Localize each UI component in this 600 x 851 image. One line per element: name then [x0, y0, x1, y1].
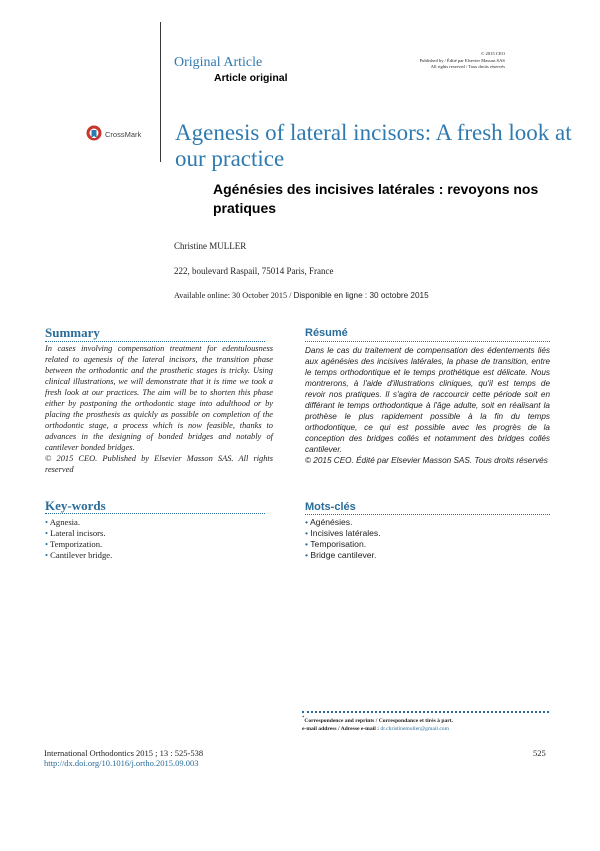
journal-citation: International Orthodontics 2015 ; 13 : 525-538 [44, 748, 204, 758]
email-link[interactable]: dr.christinemuller@gmail.com [380, 726, 449, 732]
author-name: Christine MULLER [174, 241, 247, 251]
copyright-line: All rights reserved / Tous droits réservés [430, 64, 505, 70]
crossmark-label: CrossMark [105, 129, 142, 139]
available-online [174, 291, 429, 300]
summary-rule [45, 341, 265, 342]
motcle-item: • Temporisation. [305, 539, 367, 549]
crossmark-badge[interactable] [86, 125, 141, 143]
summary-body [45, 343, 273, 475]
available-en: Available online: 30 October 2015 / [174, 291, 294, 300]
motcle-item: • Incisives latérales. [305, 528, 381, 538]
motcle-item: • Bridge cantilever. [305, 550, 377, 560]
copyright-line: © 2015 CEO [480, 51, 505, 56]
correspondence-note: *Correspondence and reprints / Correspondance et tirés à part. [302, 716, 454, 724]
copyright-line: Published by / Édité par Elsevier Masson SAS [419, 57, 505, 63]
keyword-item: • Temporization. [45, 539, 103, 549]
motcle-item: • Agénésies. [305, 517, 353, 527]
summary-copyright: © 2015 CEO. Published by Elsevier Masson SAS. All rights reserved [45, 454, 273, 474]
crossmark-icon [86, 125, 102, 143]
resume-copyright: © 2015 CEO. Édité par Elsevier Masson SAS. Tous droits réservés [305, 456, 548, 465]
header-vertical-rule [160, 22, 161, 162]
motscles-list [305, 517, 381, 561]
resume-paragraph: Dans le cas du traitement de compensation des édentements liés aux agénésies des incisives latérales, la phase de transition, entre le temps orthodontique et le temps prothétique est délicate. Nous montrerons, à l'aide d'illustrations cliniques, qu'il est temps de revoir nos pratiques. Il s'agira de raccourcir cette période soit en différant le temps orthodontique à l'âge adulte, soit en réalisant la prothèse le plus rapidement possible à la fin du temps orthodontique, ce qui est possible avec les progrès de la conception des bridges collés et notamment des bridges collés cantilever. [305, 346, 550, 454]
keyword-item: • Lateral incisors. [45, 528, 106, 538]
keyword-item: • Cantilever bridge. [45, 550, 113, 560]
resume-rule [305, 341, 550, 342]
copyright-block [405, 51, 505, 71]
email-note: e-mail address / Adresse e-mail : dr.christinemuller@gmail.com [302, 726, 449, 732]
section-label-fr: Article original [214, 72, 288, 84]
available-fr: Disponible en ligne : 30 octobre 2015 [293, 291, 429, 300]
author-address: 222, boulevard Raspail, 75014 Paris, France [174, 266, 334, 276]
keyword-item: • Agnesia. [45, 517, 81, 527]
keywords-rule [45, 513, 265, 514]
resume-heading: Résumé [305, 327, 348, 339]
keywords-list [45, 517, 112, 561]
motscles-rule [305, 514, 550, 515]
article-title-en: Agenesis of lateral incisors: A fresh look at our practice [175, 120, 572, 171]
page-number: 525 [533, 748, 546, 758]
summary-paragraph: In cases involving compensation treatment for edentulousness related to agenesis of the lateral incisors, the transition phase between the orthodontic and the prosthetic stages is tricky. Using clinical illustrations, we will demonstrate that it is time we took a fresh look at our practices. The aim will be to shorten this phase either by postponing the orthodontic stage into adulthood or by placing the prosthesis as quickly as possible on completion of the orthodontic stage, a process which is now feasible, thanks to advances in the designing of bonded bridges and notably of cantilever bonded bridges. [45, 344, 273, 452]
doi-link[interactable]: http://dx.doi.org/10.1016/j.ortho.2015.09.003 [44, 758, 199, 768]
section-label-en: Original Article [174, 55, 263, 70]
footnote-rule [302, 711, 549, 713]
article-title-fr: Agénésies des incisives latérales : revoyons nos pratiques [213, 181, 539, 216]
motscles-heading: Mots-clés [305, 501, 356, 513]
keywords-heading: Key-words [45, 498, 106, 513]
summary-heading: Summary [45, 325, 100, 340]
resume-body [305, 345, 550, 466]
